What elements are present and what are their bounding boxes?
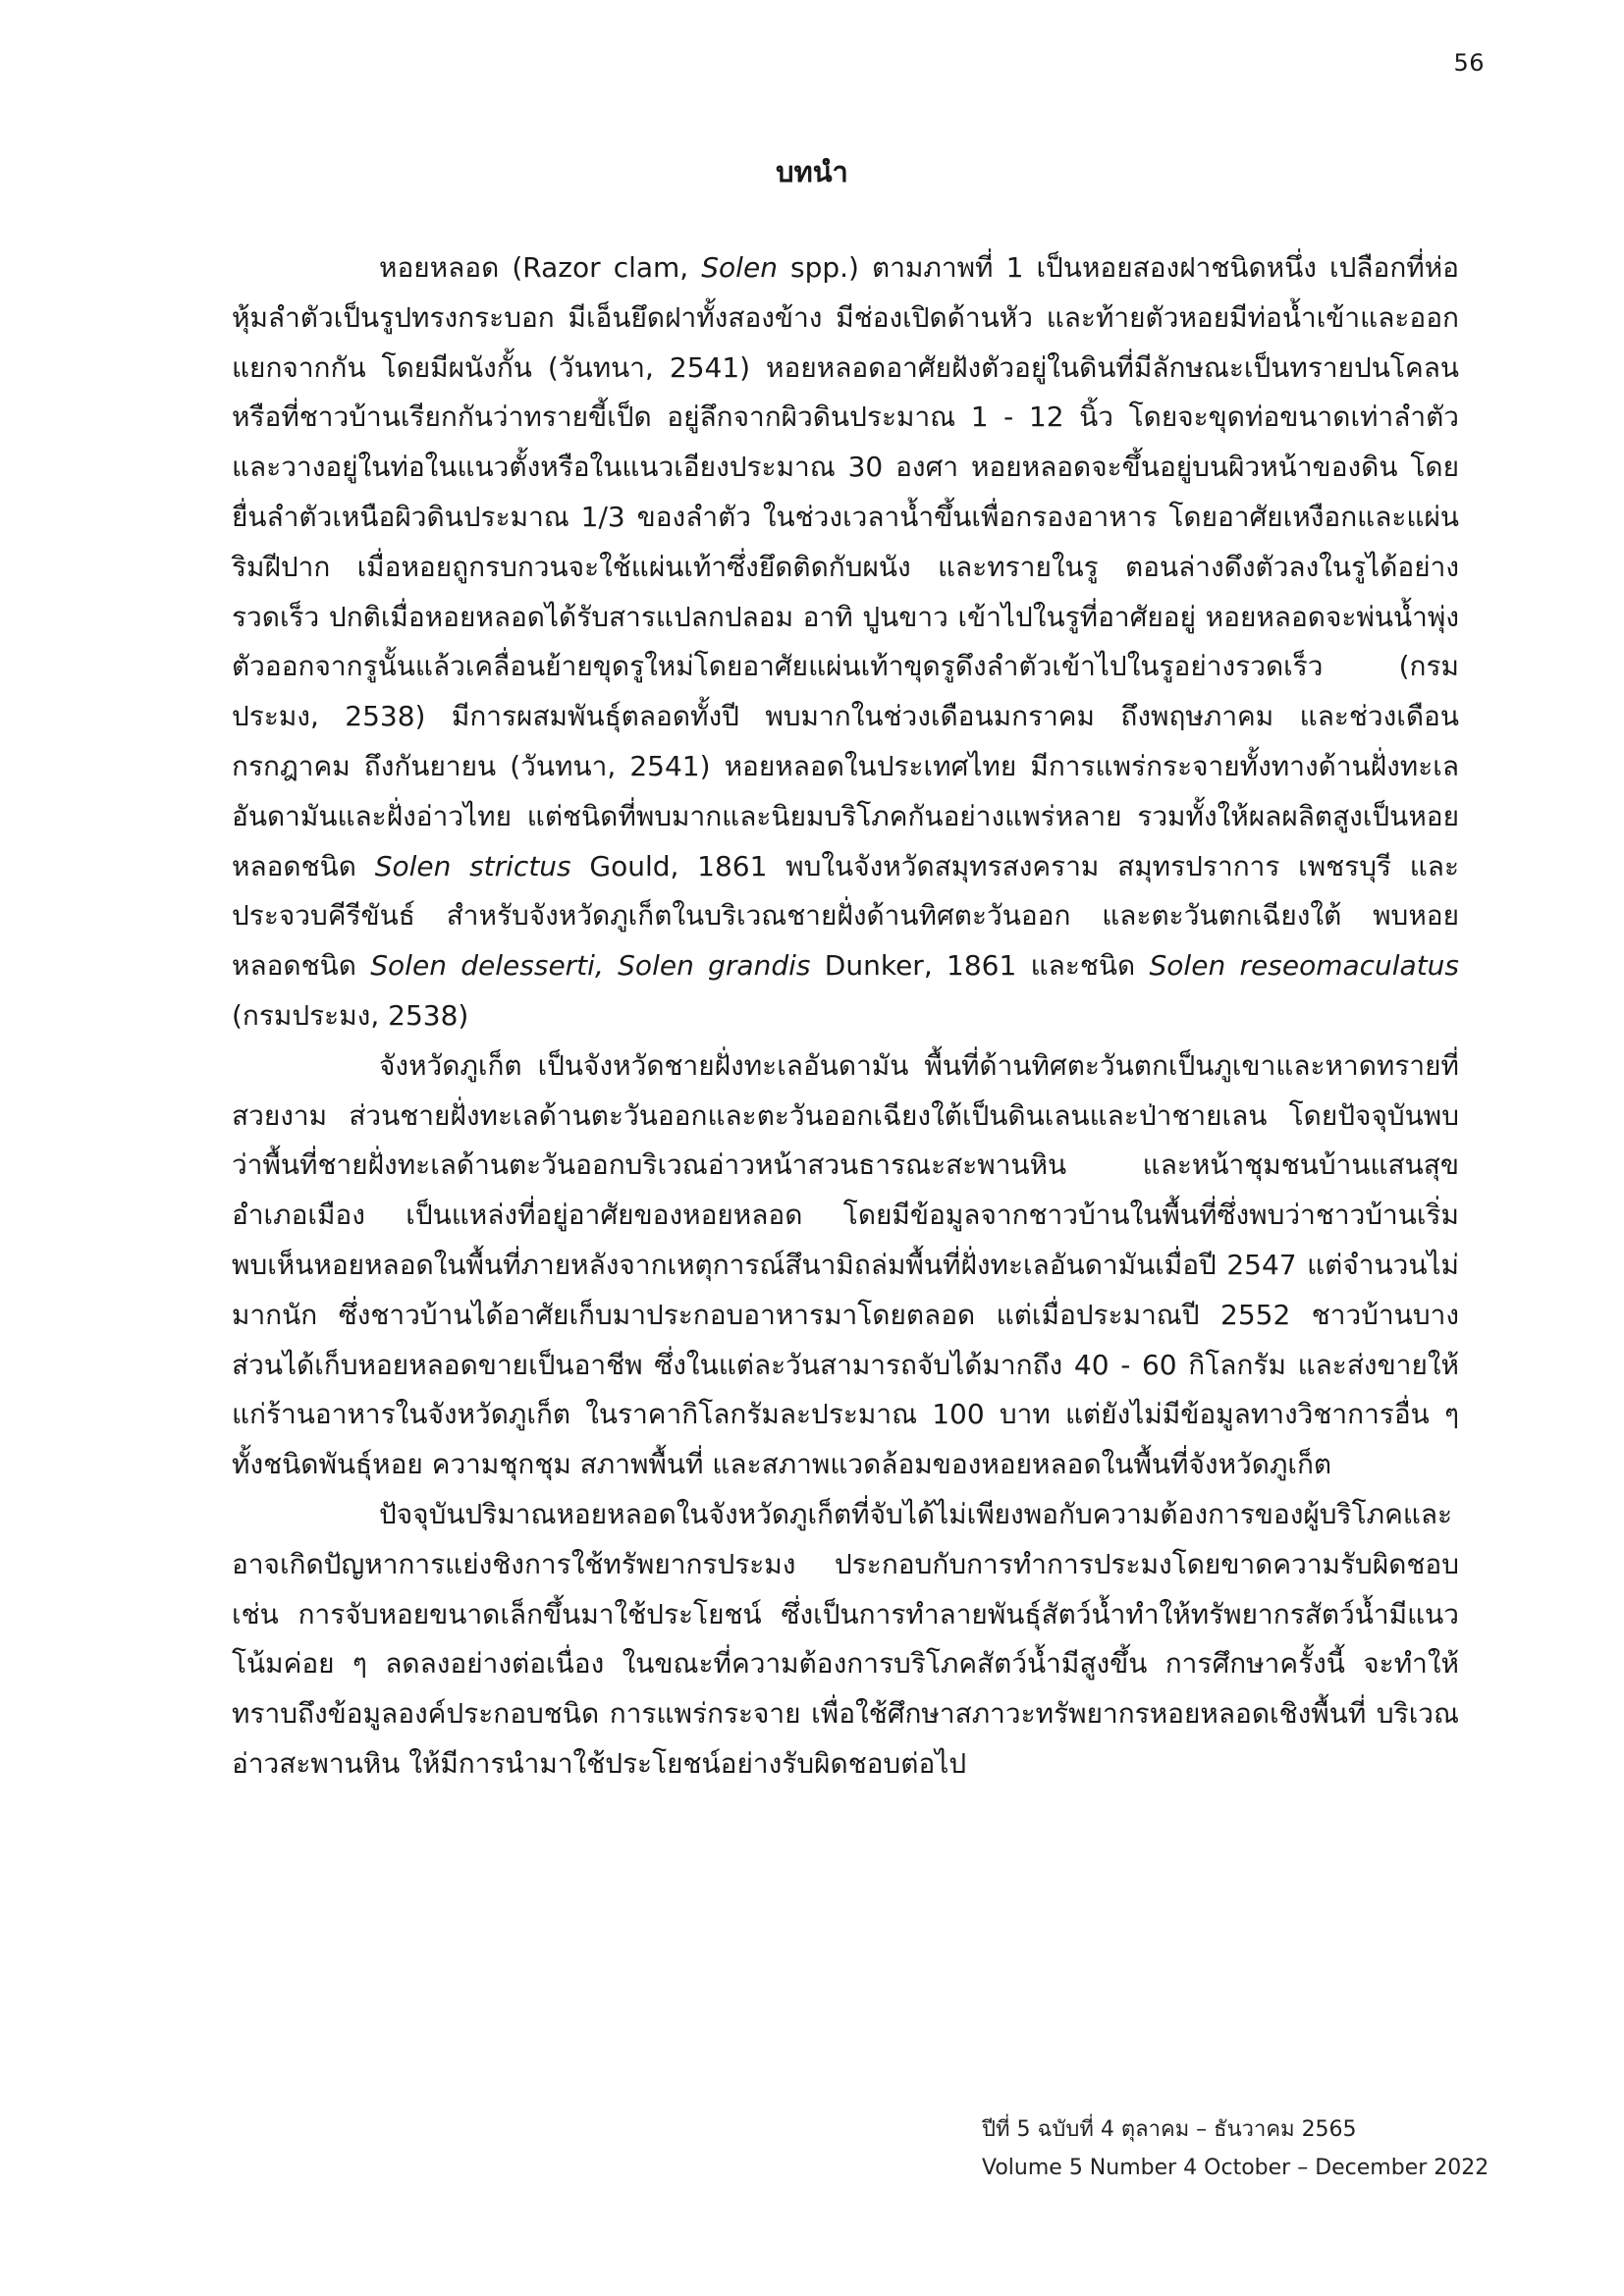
- scientific-name: Solen: [701, 251, 778, 284]
- page-number: 56: [1453, 49, 1485, 77]
- text-run: spp.) ตามภาพที่ 1 เป็นหอยสองฝาชนิดหนึ่ง เปลือกที่ห่อหุ้มลำตัวเป็นรูปทรงกระบอก มีเอ็นยึดฝาทั้งสองข้าง มีช่องเปิดด้านหัว และท้ายตัวหอยมีท่อน้ำเข้าและออกแยกจากกัน โดยมีผนังกั้น (วันทนา, 2541) หอยหลอดอาศัยฝังตัวอยู่ในดินที่มีลักษณะเป็นทรายปนโคลน หรือที่ชาวบ้านเรียกกันว่าทรายขี้เป็ด อยู่ลึกจากผิวดินประมาณ 1 - 12 นิ้ว โดยจะขุดท่อขนาดเท่าลำตัว และวางอยู่ในท่อในแนวตั้งหรือในแนวเอียงประมาณ 30 องศา หอยหลอดจะขึ้นอยู่บนผิวหน้าของดิน โดยยื่นลำตัวเหนือผิวดินประมาณ 1/3 ของลำตัว ในช่วงเวลาน้ำขึ้นเพื่อกรองอาหาร โดยอาศัยเหงือกและแผ่นริมฝีปาก เมื่อหอยถูกรบกวนจะใช้แผ่นเท้าซึ่งยึดติดกับผนัง และทรายในรู ตอนล่างดึงตัวลงในรูได้อย่างรวดเร็ว ปกติเมื่อหอยหลอดได้รับสารแปลกปลอม อาทิ ปูนขาว เข้าไปในรูที่อาศัยอยู่ หอยหลอดจะพ่นน้ำพุ่งตัวออกจากรูนั้นแล้วเคลื่อนย้ายขุดรูใหม่โดยอาศัยแผ่นเท้าขุดรูดึงลำตัวเข้าไปในรูอย่างรวดเร็ว (กรมประมง, 2538) มีการผสมพันธุ์ตลอดทั้งปี พบมากในช่วงเดือนมกราคม ถึงพฤษภาคม และช่วงเดือนกรกฎาคม ถึงกันยายน (วันทนา, 2541) หอยหลอดในประเทศไทย มีการแพร่กระจายทั้งทางด้านฝั่งทะเลอันดามันและฝั่งอ่าวไทย แต่ชนิดที่พบมากและนิยมบริโภคกันอย่างแพร่หลาย รวมทั้งให้ผลผลิตสูงเป็นหอยหลอดชนิด: [232, 251, 1459, 882]
- text-run: จังหวัดภูเก็ต เป็นจังหวัดชายฝั่งทะเลอันดามัน พื้นที่ด้านทิศตะวันตกเป็นภูเขาและหาดทรายที่สวยงาม ส่วนชายฝั่งทะเลด้านตะวันออกและตะวันออกเฉียงใต้เป็นดินเลนและป่าชายเลน โดยปัจจุบันพบว่าพื้นที่ชายฝั่งทะเลด้านตะวันออกบริเวณอ่าวหน้าสวนธารณะสะพานหิน และหน้าชุมชนบ้านแสนสุข อำเภอเมือง เป็นแหล่งที่อยู่อาศัยของหอยหลอด โดยมีข้อมูลจากชาวบ้านในพื้นที่ซึ่งพบว่าชาวบ้านเริ่มพบเห็นหอยหลอดในพื้นที่ภายหลังจากเหตุการณ์สึนามิถล่มพื้นที่ฝั่งทะเลอันดามันเมื่อปี 2547 แต่จำนวนไม่มากนัก ซึ่งชาวบ้านได้อาศัยเก็บมาประกอบอาหารมาโดยตลอด แต่เมื่อประมาณปี 2552 ชาวบ้านบางส่วนได้เก็บหอยหลอดขายเป็นอาชีพ ซึ่งในแต่ละวันสามารถจับได้มากถึง 40 - 60 กิโลกรัม และส่งขายให้แก่ร้านอาหารในจังหวัดภูเก็ต ในราคากิโลกรัมละประมาณ 100 บาท แต่ยังไม่มีข้อมูลทางวิชาการอื่น ๆ ทั้งชนิดพันธุ์หอย ความชุกชุม สภาพพื้นที่ และสภาพแวดล้อมของหอยหลอดในพื้นที่จังหวัดภูเก็ต: [232, 1048, 1459, 1481]
- text-run: หอยหลอด (Razor clam,: [379, 251, 702, 284]
- paragraph: [232, 243, 1459, 1041]
- text-run: Dunker, 1861 และชนิด: [810, 949, 1150, 983]
- text-run: ปัจจุบันปริมาณหอยหลอดในจังหวัดภูเก็ตที่จับได้ไม่เพียงพอกับความต้องการของผู้บริโภคและอาจเกิดปัญหาการแย่งชิงการใช้ทรัพยากรประมง ประกอบกับการทำการประมงโดยขาดความรับผิดชอบ เช่น การจับหอยขนาดเล็กขึ้นมาใช้ประโยชน์ ซึ่งเป็นการทำลายพันธุ์สัตว์น้ำทำให้ทรัพยากรสัตว์น้ำมีแนวโน้มค่อย ๆ ลดลงอย่างต่อเนื่อง ในขณะที่ความต้องการบริโภคสัตว์น้ำมีสูงขึ้น การศึกษาครั้งนี้ จะทำให้ทราบถึงข้อมูลองค์ประกอบชนิด การแพร่กระจาย เพื่อใช้ศึกษาสภาวะทรัพยากรหอยหลอดเชิงพื้นที่ บริเวณอ่าวสะพานหิน ให้มีการนำมาใช้ประโยชน์อย่างรับผิดชอบต่อไป: [232, 1497, 1459, 1780]
- text-run: Gould, 1861 พบในจังหวัดสมุทรสงคราม สมุทรปราการ เพชรบุรี และประจวบคีรีขันธ์ สำหรับจังหวัดภูเก็ตในบริเวณชายฝั่งด้านทิศตะวันออก และตะวันตกเฉียงใต้ พบหอยหลอดชนิด: [232, 849, 1460, 983]
- scientific-name: Solen strictus: [374, 849, 571, 882]
- text-run: (กรมประมง, 2538): [232, 998, 469, 1032]
- paragraph: [232, 1041, 1459, 1490]
- footer-issue-english: Volume 5 Number 4 October – December 2022: [982, 2156, 1489, 2180]
- body-text: [232, 243, 1459, 1789]
- scientific-name: Solen reseomaculatus: [1149, 949, 1460, 983]
- scientific-name: Solen delesserti, Solen grandis: [370, 949, 811, 983]
- paragraph: [232, 1490, 1459, 1789]
- footer-issue-thai: ปีที่ 5 ฉบับที่ 4 ตุลาคม – ธันวาคม 2565: [982, 2117, 1357, 2142]
- journal-footer: [982, 2110, 1489, 2187]
- section-heading: บทนำ: [776, 155, 848, 188]
